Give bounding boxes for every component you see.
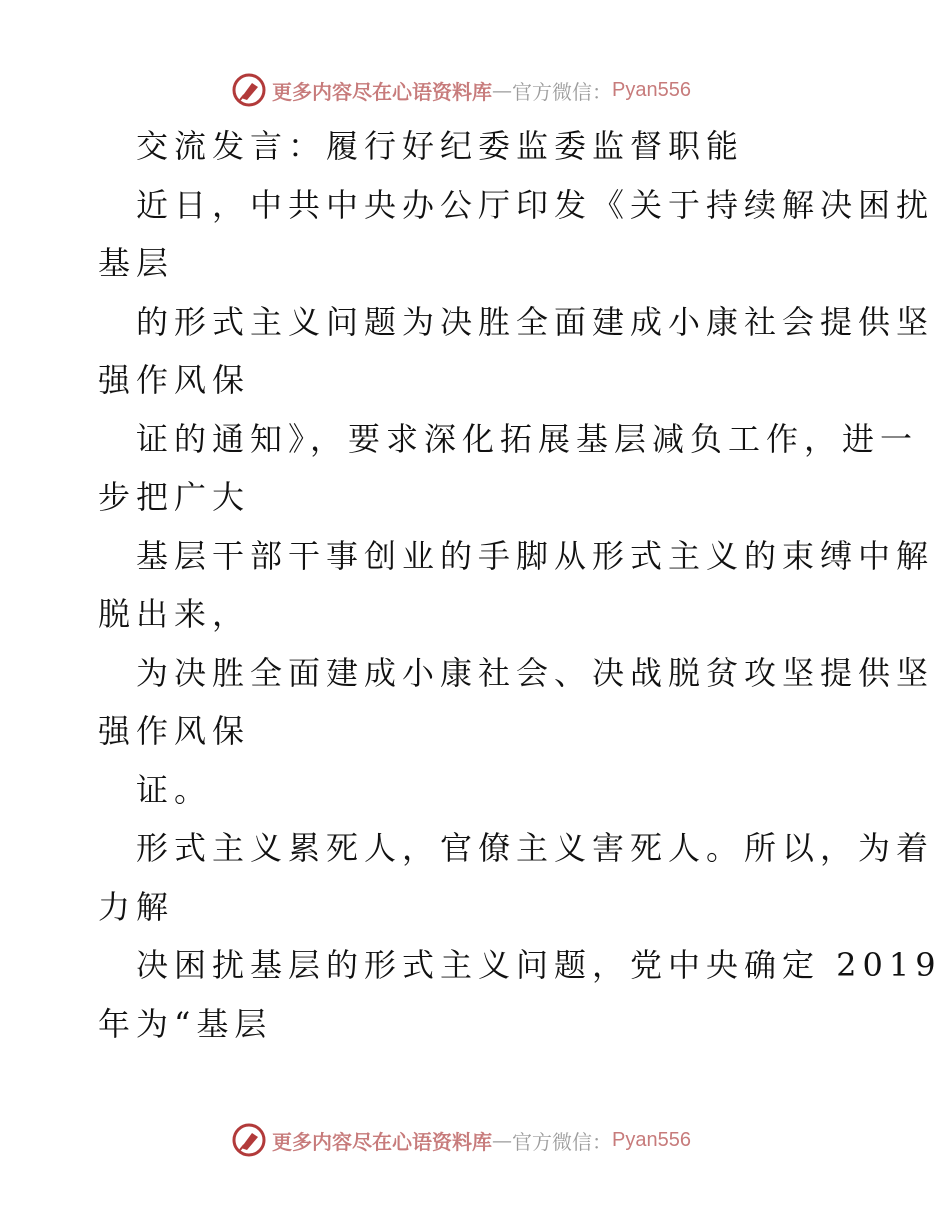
doc-line: 步把广大 [98, 478, 251, 516]
banner-wechat-label: 官方微信： [512, 79, 612, 104]
doc-line: 形式主义累死人，官僚主义害死人。所以，为着 [136, 829, 935, 867]
doc-line: 强作风保 [98, 361, 251, 399]
doc-line: 近日，中共中央办公厅印发《关于持续解决困扰 [136, 185, 935, 224]
banner-wechat-id: Pyan556 [612, 1128, 691, 1151]
doc-line: 脱出来， [98, 595, 251, 633]
doc-line: 证。 [136, 770, 213, 809]
footer-banner [232, 1120, 691, 1160]
document-body [98, 117, 942, 1053]
banner-title: 更多内容尽在心语资料库 [272, 79, 492, 104]
doc-line: 基层 [98, 244, 175, 282]
doc-line: 证的通知》，要求深化拓展基层减负工作，进一 [136, 419, 919, 458]
banner-wechat-id: Pyan556 [612, 78, 691, 101]
banner-wechat-label: 官方微信： [512, 1129, 612, 1154]
banner-dash: — [492, 78, 512, 102]
doc-line: 基层干部干事创业的手脚从形式主义的束缚中解 [136, 536, 935, 575]
doc-title: 交流发言：履行好纪委监委监督职能 [136, 127, 745, 165]
banner-dash: — [492, 1128, 512, 1152]
header-banner [232, 70, 691, 110]
doc-line: 决困扰基层的形式主义问题，党中央确定 2019 [136, 946, 942, 984]
doc-line: 强作风保 [98, 712, 251, 750]
doc-line: 为决胜全面建成小康社会、决战脱贫攻坚提供坚 [136, 653, 935, 692]
doc-line: 年为“基层 [98, 1004, 273, 1043]
doc-line: 力解 [98, 887, 175, 926]
banner-title: 更多内容尽在心语资料库 [272, 1129, 492, 1154]
pen-nib-logo-icon [232, 73, 266, 107]
pen-nib-logo-icon [232, 1123, 266, 1157]
doc-line: 的形式主义问题为决胜全面建成小康社会提供坚 [136, 302, 935, 341]
